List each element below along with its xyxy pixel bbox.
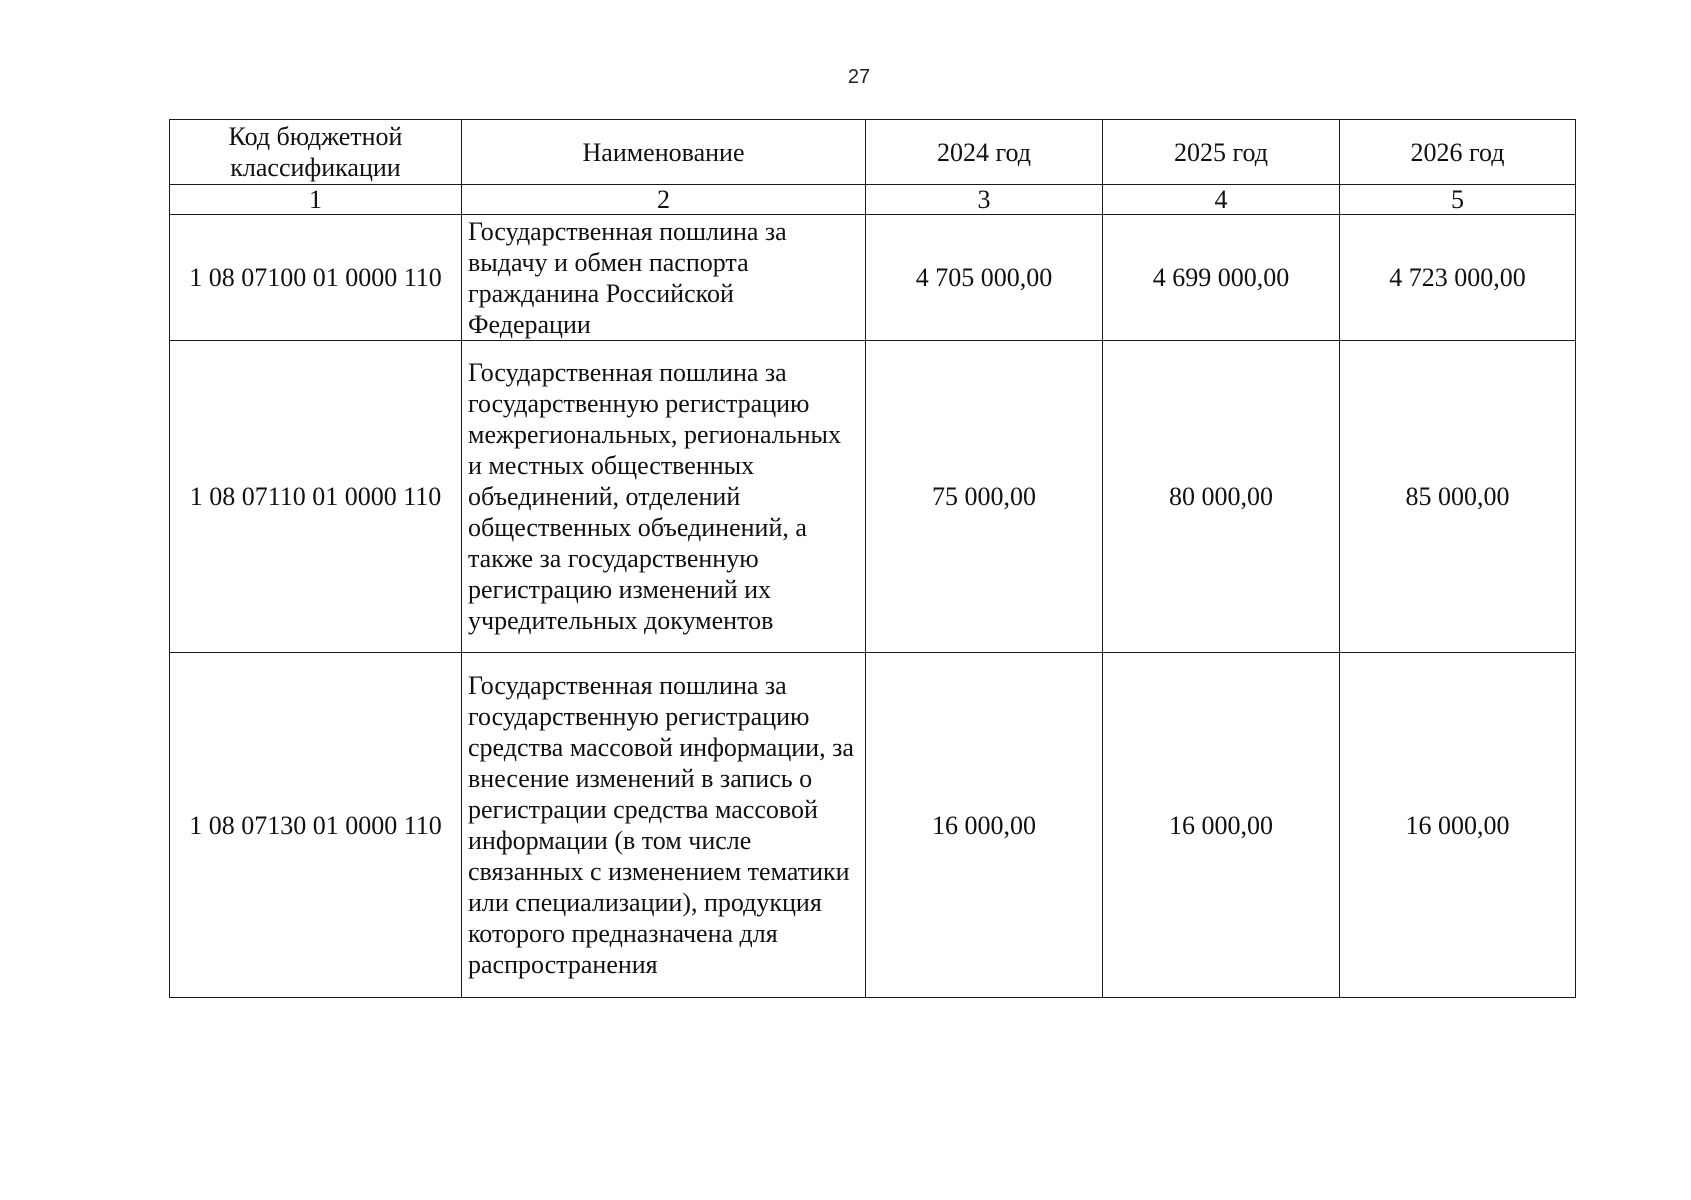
amount-2025-cell: 16 000,00 [1103,653,1340,998]
column-number: 1 [170,185,462,215]
revenue-name-cell: Государственная пошлина за государственную регистрацию средства массовой информации, за внесение изменений в запись о регистрации средства массовой информации (в том числе связанных с изменением тематики или специализации), продукция которого предназначена для распространения [462,653,866,998]
amount-2025-cell: 4 699 000,00 [1103,215,1340,341]
amount-2026-cell: 85 000,00 [1340,341,1576,653]
header-code: Код бюджетной классификации [170,120,462,185]
header-year-2024: 2024 год [866,120,1103,185]
amount-2024-cell: 4 705 000,00 [866,215,1103,341]
budget-code-cell: 1 08 07130 01 0000 110 [170,653,462,998]
amount-2024-cell: 16 000,00 [866,653,1103,998]
budget-revenue-table [169,119,1576,998]
table-header-row [170,120,1576,185]
revenue-name-cell: Государственная пошлина за государственную регистрацию межрегиональных, региональных и местных общественных объединений, отделений общественных объединений, а также за государственную регистрацию изменений их учредительных документов [462,341,866,653]
revenue-name-cell: Государственная пошлина за выдачу и обмен паспорта гражданина Российской Федерации [462,215,866,341]
amount-2024-cell: 75 000,00 [866,341,1103,653]
column-number: 5 [1340,185,1576,215]
amount-2026-cell: 4 723 000,00 [1340,215,1576,341]
column-number: 2 [462,185,866,215]
header-year-2026: 2026 год [1340,120,1576,185]
amount-2025-cell: 80 000,00 [1103,341,1340,653]
header-name: Наименование [462,120,866,185]
column-number: 4 [1103,185,1340,215]
column-number: 3 [866,185,1103,215]
header-year-2025: 2025 год [1103,120,1340,185]
budget-code-cell: 1 08 07100 01 0000 110 [170,215,462,341]
column-number-row [170,185,1576,215]
budget-code-cell: 1 08 07110 01 0000 110 [170,341,462,653]
page-number: 27 [847,66,871,88]
amount-2026-cell: 16 000,00 [1340,653,1576,998]
table-row [170,341,1576,653]
table-row [170,215,1576,341]
table-row [170,653,1576,998]
